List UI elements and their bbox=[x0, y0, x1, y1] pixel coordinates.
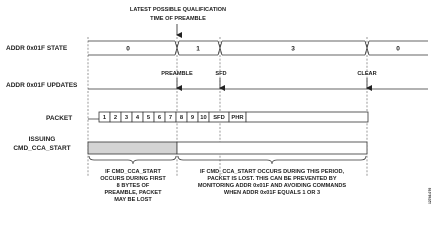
right-note-line4: WHEN ADDR 0x01F EQUALS 1 OR 3 bbox=[223, 190, 321, 196]
top-annotation-line1: LATEST POSSIBLE QUALIFICATION bbox=[129, 7, 227, 13]
packet-cell-4: 4 bbox=[135, 115, 140, 122]
issuing-safe-region bbox=[88, 142, 177, 154]
state-value-0: 0 bbox=[126, 45, 130, 53]
packet-cell-10: 10 bbox=[200, 115, 207, 122]
left-note-line4: PREAMBLE, PACKET bbox=[104, 190, 162, 196]
left-note-line5: MAY BE LOST bbox=[114, 197, 152, 203]
update-event-preamble: PREAMBLE bbox=[161, 71, 193, 77]
issuing-risk-region bbox=[177, 142, 367, 154]
state-row-label: ADDR 0x01F STATE bbox=[6, 45, 68, 52]
figure-code: 12746-076 bbox=[428, 187, 432, 204]
packet-cell-9: 9 bbox=[190, 115, 195, 122]
packet-row-label: PACKET bbox=[46, 115, 73, 122]
packet-cell-3: 3 bbox=[124, 115, 129, 122]
right-note-line1: IF CMD_CCA_START OCCURS DURING THIS PERIOD, bbox=[199, 169, 345, 175]
packet-box-payload bbox=[246, 112, 368, 122]
packet-cell-5: 5 bbox=[146, 115, 151, 122]
state-bus bbox=[88, 41, 428, 55]
left-note-line3: 8 BYTES OF bbox=[116, 183, 150, 189]
packet-cell-7: 7 bbox=[168, 115, 173, 122]
issuing-row-label-line2: CMD_CCA_START bbox=[13, 145, 71, 152]
update-event-clear: CLEAR bbox=[357, 71, 377, 77]
packet-cell-2: 2 bbox=[113, 115, 118, 122]
right-note-line3: MONITORING ADDR 0x01F AND AVOIDING COMMANDS bbox=[197, 183, 347, 189]
packet-cell-6: 6 bbox=[157, 115, 162, 122]
timing-guides bbox=[88, 37, 367, 176]
right-note-line2: PACKET IS LOST. THIS CAN BE PREVENTED BY bbox=[207, 176, 337, 182]
update-event-sfd: SFD bbox=[215, 71, 227, 77]
state-value-2: 3 bbox=[291, 45, 295, 53]
top-annotation-line2: TIME OF PREAMBLE bbox=[150, 16, 206, 22]
updates-row-label: ADDR 0x01F UPDATES bbox=[6, 82, 78, 89]
packet-cell-1: 1 bbox=[102, 115, 107, 122]
state-value-1: 1 bbox=[196, 45, 200, 53]
issuing-row-label-line1: ISSUING bbox=[28, 136, 56, 143]
packet-cell-phr: PHR bbox=[231, 115, 244, 122]
left-period-brace bbox=[89, 156, 176, 164]
packet-cell-8: 8 bbox=[179, 115, 184, 122]
left-note-line2: OCCURS DURING FIRST bbox=[100, 176, 166, 182]
packet-cell-sfd: SFD bbox=[213, 115, 225, 122]
left-note-line1: IF CMD_CCA_START bbox=[105, 169, 161, 175]
state-value-3: 0 bbox=[396, 45, 400, 53]
right-period-brace bbox=[178, 156, 366, 164]
